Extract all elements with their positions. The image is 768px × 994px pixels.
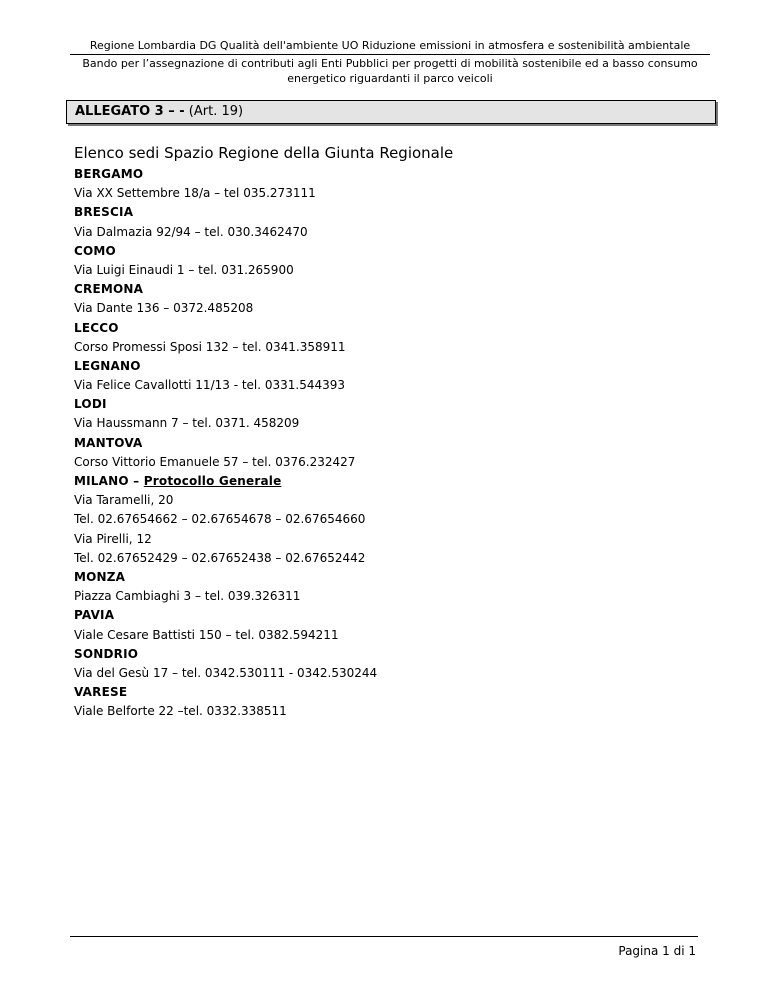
offices-list (74, 167, 377, 723)
office-address: Corso Promessi Sposi 132 – tel. 0341.358911 (74, 339, 346, 354)
allegato-article: (Art. 19) (184, 104, 244, 119)
milano-address: Via Pirelli, 12 (74, 531, 152, 546)
office-address: Via Haussmann 7 – tel. 0371. 458209 (74, 416, 300, 431)
office-address: Corso Vittorio Emanuele 57 – tel. 0376.232427 (74, 454, 356, 469)
header-bando-title: Bando per l’assegnazione di contributi agli Enti Pubblici per progetti di mobilità sostenibile ed a basso consumo energetico riguardanti il parco veicoli (82, 57, 698, 85)
allegato-heading-box (66, 100, 716, 124)
office-city: MONZA (74, 569, 126, 584)
section-title: Elenco sedi Spazio Regione della Giunta Regionale (74, 144, 454, 162)
milano-address: Via Taramelli, 20 (74, 493, 174, 508)
office-city-milano (74, 474, 377, 493)
office-address: Via Dante 136 – 0372.485208 (74, 301, 254, 316)
office-city: LEGNANO (74, 358, 141, 373)
office-address: Viale Cesare Battisti 150 – tel. 0382.594211 (74, 627, 339, 642)
milano-phones: Tel. 02.67652429 – 02.67652438 – 02.67652442 (74, 550, 366, 565)
office-city: VARESE (74, 685, 128, 700)
header-department: Regione Lombardia DG Qualità dell'ambiente UO Riduzione emissioni in atmosfera e sostenibilità ambientale (70, 38, 710, 55)
office-address: Via Dalmazia 92/94 – tel. 030.3462470 (74, 224, 308, 239)
office-city: LECCO (74, 320, 119, 335)
office-address: Via del Gesù 17 – tel. 0342.530111 - 0342.530244 (74, 665, 378, 680)
office-city: BERGAMO (74, 167, 144, 181)
office-city: COMO (74, 243, 116, 258)
office-city: LODI (74, 397, 107, 412)
allegato-label: ALLEGATO 3 – - (75, 104, 185, 119)
page-header (70, 38, 710, 86)
office-city: CREMONA (74, 282, 144, 297)
office-address: Via Luigi Einaudi 1 – tel. 031.265900 (74, 262, 294, 277)
office-address: Via XX Settembre 18/a – tel 035.273111 (74, 186, 316, 201)
office-city: MANTOVA (74, 435, 143, 450)
page-number: Pagina 1 di 1 (618, 944, 696, 958)
office-city: BRESCIA (74, 205, 134, 220)
office-address: Via Felice Cavallotti 11/13 - tel. 0331.544393 (74, 378, 346, 393)
milano-city-name: MILANO (74, 474, 129, 488)
milano-phones: Tel. 02.67654662 – 02.67654678 – 02.67654660 (74, 512, 366, 527)
office-city: SONDRIO (74, 646, 139, 661)
office-address: Piazza Cambiaghi 3 – tel. 039.326311 (74, 589, 301, 604)
milano-protocol-title: Protocollo Generale (143, 474, 282, 488)
office-address: Viale Belforte 22 –tel. 0332.338511 (74, 704, 287, 719)
office-city: PAVIA (74, 608, 115, 623)
footer-divider (70, 936, 698, 937)
milano-separator: – (128, 474, 144, 488)
